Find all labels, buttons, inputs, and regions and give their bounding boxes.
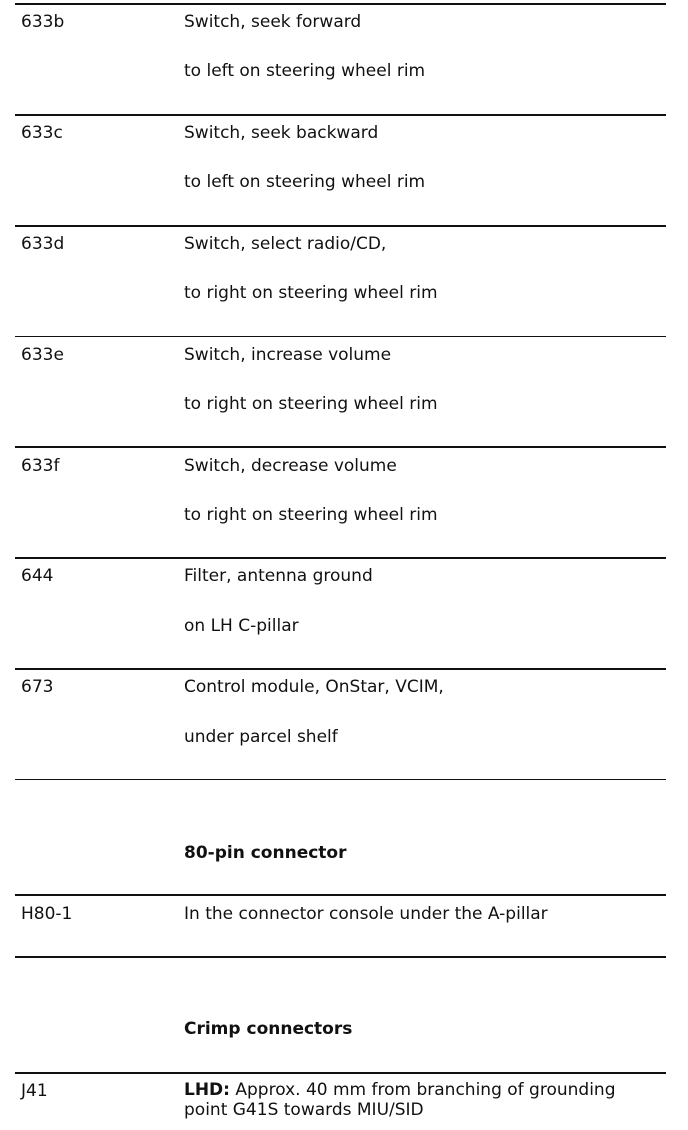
component-description	[184, 1080, 664, 1120]
component-code: J41	[21, 1081, 48, 1101]
row-divider	[15, 557, 666, 559]
component-location: to right on steering wheel rim	[184, 505, 438, 525]
component-description: Filter, antenna ground	[184, 566, 373, 586]
component-code: 633f	[21, 456, 60, 476]
component-location: to left on steering wheel rim	[184, 61, 426, 81]
row-divider	[15, 114, 666, 116]
component-location: to right on steering wheel rim	[184, 283, 438, 303]
row-divider	[15, 225, 666, 227]
component-code: 633b	[21, 12, 65, 32]
row-divider	[15, 446, 666, 448]
component-description: Switch, select radio/CD,	[184, 234, 387, 254]
component-description: In the connector console under the A-pillar	[184, 904, 548, 924]
row-divider	[15, 668, 666, 670]
component-location: to right on steering wheel rim	[184, 394, 438, 414]
row-divider	[15, 956, 666, 958]
row-divider	[15, 1072, 666, 1074]
component-code: 633d	[21, 234, 65, 254]
component-code: H80-1	[21, 904, 73, 924]
section-heading: Crimp connectors	[184, 1019, 353, 1039]
row-divider	[15, 894, 666, 896]
component-code: 673	[21, 677, 54, 697]
row-divider	[15, 3, 666, 5]
drive-side-label: LHD:	[184, 1080, 230, 1100]
component-location: to left on steering wheel rim	[184, 172, 426, 192]
component-description: Switch, increase volume	[184, 345, 392, 365]
row-divider	[15, 779, 666, 780]
component-description: Switch, seek forward	[184, 12, 362, 32]
component-code: 644	[21, 566, 54, 586]
component-code: 633e	[21, 345, 64, 365]
row-divider	[15, 336, 666, 337]
location-text: Approx. 40 mm from branching of grounding point G41S towards MIU/SID	[184, 1080, 616, 1120]
component-description: Switch, seek backward	[184, 123, 379, 143]
component-location: on LH C-pillar	[184, 616, 299, 636]
component-code: 633c	[21, 123, 63, 143]
section-heading: 80-pin connector	[184, 843, 347, 863]
component-description: Control module, OnStar, VCIM,	[184, 677, 444, 697]
component-description: Switch, decrease volume	[184, 456, 397, 476]
component-location: under parcel shelf	[184, 727, 338, 747]
